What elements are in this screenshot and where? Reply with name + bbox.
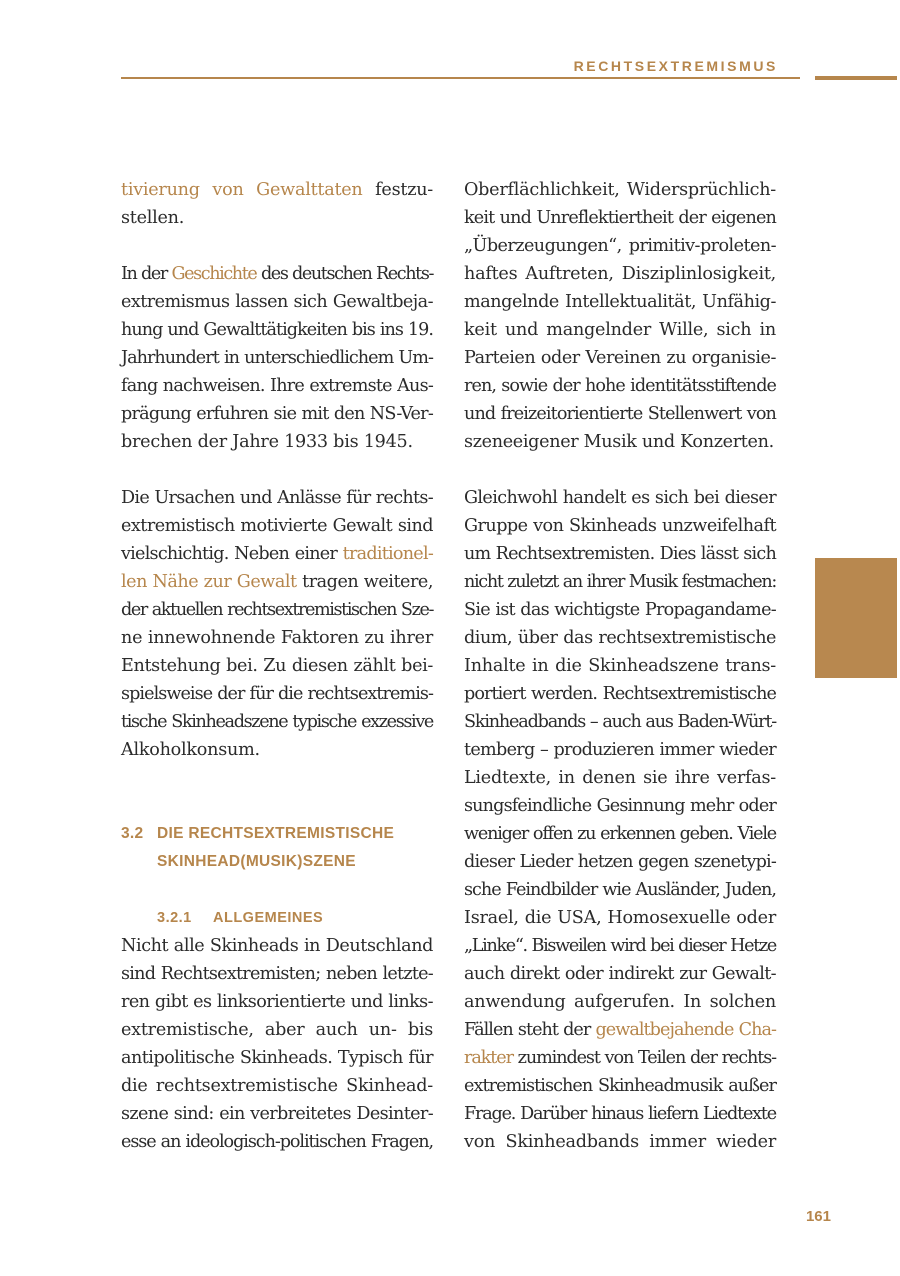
text-line: mangelnde Intellektualität, Unfähig-: [464, 292, 776, 312]
text-line: und freizeitorientierte Stellenwert von: [464, 404, 776, 424]
left-column: [121, 176, 433, 1156]
text-line: Fällen steht der gewaltbejahende Cha-: [464, 1020, 776, 1040]
text-line: Parteien oder Vereinen zu organisie-: [464, 348, 776, 368]
text-line: Inhalte in die Skinheadszene trans-: [464, 656, 776, 676]
text-line: extremistischen Skinheadmusik außer: [464, 1076, 776, 1096]
text-line: haftes Auftreten, Disziplinlosigkeit,: [464, 264, 776, 284]
header-rule: [121, 77, 800, 79]
subsection-heading: 3.2.1 ALLGEMEINES: [121, 904, 433, 932]
text-line: brechen der Jahre 1933 bis 1945.: [121, 432, 413, 452]
text-line: sungsfeindliche Gesinnung mehr oder: [464, 796, 776, 816]
text-line: Gleichwohl handelt es sich bei dieser: [464, 488, 776, 508]
text-line: keit und mangelnder Wille, sich in: [464, 320, 776, 340]
text-line: szeneeigener Musik und Konzerten.: [464, 432, 774, 452]
text-line: rakter zumindest von Teilen der rechts-: [464, 1048, 776, 1068]
running-header: RECHTSEXTREMISMUS: [573, 58, 778, 74]
text-line: Entstehung bei. Zu diesen zählt bei-: [121, 656, 433, 676]
text-line: extremismus lassen sich Gewaltbeja-: [121, 292, 433, 312]
highlighted-term: tivierung von Gewalttaten: [121, 180, 363, 200]
text-line: szene sind: ein verbreitetes Desinter-: [121, 1104, 433, 1124]
text-line: portiert werden. Rechtsextremistische: [464, 684, 776, 704]
highlighted-term: rakter: [464, 1048, 513, 1068]
text-line: Jahrhundert in unterschiedlichem Um-: [121, 348, 433, 368]
text-line: Liedtexte, in denen sie ihre verfas-: [464, 768, 776, 788]
text-line: ren gibt es linksorientierte und links-: [121, 992, 433, 1012]
right-column: [464, 176, 776, 1156]
text-line: vielschichtig. Neben einer traditionel-: [121, 544, 433, 564]
text-line: extremistisch motivierte Gewalt sind: [121, 516, 433, 536]
text-line: len Nähe zur Gewalt tragen weitere,: [121, 572, 433, 592]
text-line: die rechtsextremistische Skinhead-: [121, 1076, 433, 1096]
section-heading-line-2: SKINHEAD(MUSIK)SZENE: [157, 853, 356, 870]
text-line: stellen.: [121, 208, 185, 228]
text-line: spielsweise der für die rechtsextremis-: [121, 684, 433, 704]
text-line: extremistische, aber auch un- bis: [121, 1020, 433, 1040]
text-line: Die Ursachen und Anlässe für rechts-: [121, 488, 433, 508]
text-line: Alkoholkonsum.: [121, 740, 260, 760]
text-line: sche Feindbilder wie Ausländer, Juden,: [464, 880, 776, 900]
text-line: keit und Unreflektiertheit der eigenen: [464, 208, 776, 228]
text-line: tische Skinheadszene typische exzessive: [121, 712, 433, 732]
text-line: Sie ist das wichtigste Propagandame-: [464, 600, 776, 620]
text-line: dium, über das rechtsextremistische: [464, 628, 776, 648]
text-line: fang nachweisen. Ihre extremste Aus-: [121, 376, 433, 396]
text-line: antipolitische Skinheads. Typisch für: [121, 1048, 433, 1068]
text-line: der aktuellen rechtsextremistischen Sze-: [121, 600, 433, 620]
text-line: prägung erfuhren sie mit den NS-Ver-: [121, 404, 433, 424]
section-heading: 3.2 DIE RECHTSEXTREMISTISCHE: [121, 820, 433, 848]
text-line: hung und Gewalttätigkeiten bis ins 19.: [121, 320, 433, 340]
text-line: „Linke“. Bisweilen wird bei dieser Hetze: [464, 936, 776, 956]
text-line: dieser Lieder hetzen gegen szenetypi-: [464, 852, 776, 872]
highlighted-term: gewaltbejahende Cha-: [595, 1020, 776, 1040]
text-line: esse an ideologisch-politischen Fragen,: [121, 1132, 433, 1152]
subsection-number: 3.2.1: [157, 910, 192, 926]
text-line: anwendung aufgerufen. In solchen: [464, 992, 776, 1012]
section-number: 3.2: [121, 825, 144, 842]
text-line: sind Rechtsextremisten; neben letzte-: [121, 964, 433, 984]
text-line: ren, sowie der hohe identitätsstiftende: [464, 376, 776, 396]
chapter-tab-marker: [815, 558, 897, 678]
text-line: nicht zuletzt an ihrer Musik festmachen:: [464, 572, 776, 592]
text-line: „Überzeugungen“, primitiv-proleten-: [464, 236, 776, 256]
highlighted-term: Geschichte: [171, 264, 257, 284]
text-line: von Skinheadbands immer wieder: [464, 1132, 776, 1152]
text-line: In der Geschichte des deutschen Rechts-: [121, 264, 434, 284]
text-line: Gruppe von Skinheads unzweifelhaft: [464, 516, 776, 536]
text-line: Oberflächlichkeit, Widersprüchlich-: [464, 180, 776, 200]
page-number: 161: [805, 1208, 831, 1225]
text-line: Frage. Darüber hinaus liefern Liedtexte: [464, 1104, 776, 1124]
text-line: ne innewohnende Faktoren zu ihrer: [121, 628, 433, 648]
header-rule-accent: [815, 76, 897, 80]
text-line: auch direkt oder indirekt zur Gewalt-: [464, 964, 776, 984]
text-line: weniger offen zu erkennen geben. Viele: [464, 824, 776, 844]
text-line: temberg – produzieren immer wieder: [464, 740, 776, 760]
text-line: Israel, die USA, Homosexuelle oder: [464, 908, 776, 928]
text-line: tivierung von Gewalttaten festzu-: [121, 180, 433, 200]
text-line: Nicht alle Skinheads in Deutschland: [121, 936, 433, 956]
highlighted-term: len Nähe zur Gewalt: [121, 572, 297, 592]
text-line: um Rechtsextremisten. Dies lässt sich: [464, 544, 776, 564]
highlighted-term: traditionel-: [342, 544, 433, 564]
text-line: Skinheadbands – auch aus Baden-Würt-: [464, 712, 776, 732]
